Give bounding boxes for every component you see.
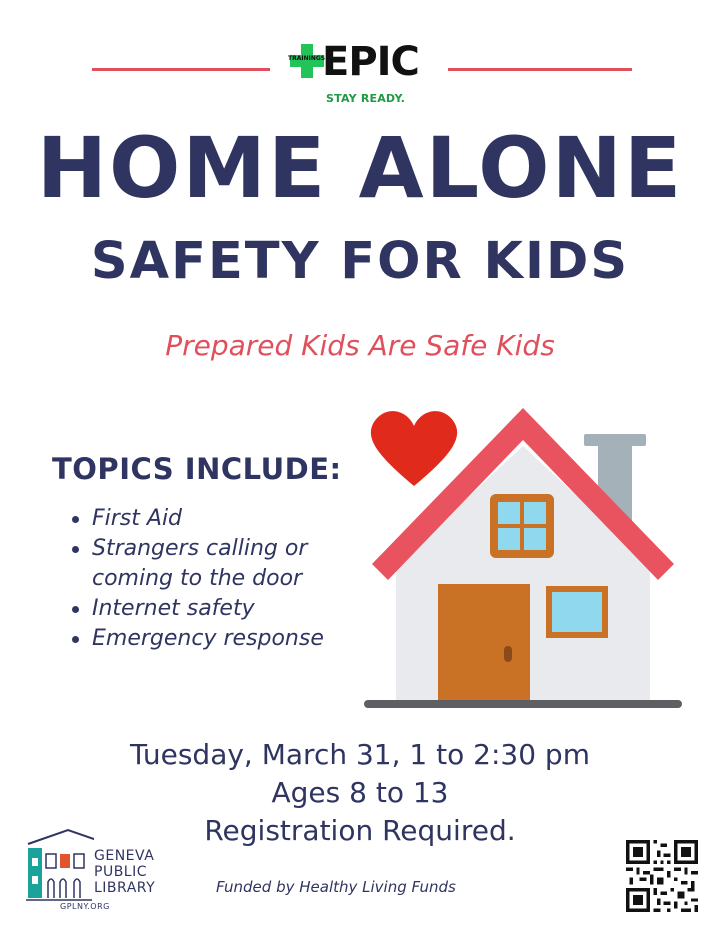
- event-date-time: Tuesday, March 31, 1 to 2:30 pm: [130, 738, 590, 771]
- tagline: Prepared Kids Are Safe Kids: [165, 329, 555, 362]
- library-building-icon: [24, 826, 94, 902]
- logo-word: EPIC: [322, 39, 419, 85]
- epic-trainings-logo: [288, 40, 428, 110]
- topic-item: First Aid: [70, 504, 350, 534]
- topics-list: [70, 504, 350, 654]
- page-subtitle: SAFETY FOR KIDS: [90, 232, 630, 291]
- topic-item: Emergency response: [70, 624, 350, 654]
- header-rule-right: [448, 68, 632, 71]
- page-title: HOME ALONE: [36, 119, 684, 217]
- logo-prefix: TRAININGS: [288, 55, 326, 62]
- library-url: GPLNY.ORG: [60, 902, 110, 911]
- heart-icon: [371, 411, 457, 486]
- library-name-line-3: LIBRARY: [94, 880, 156, 896]
- geneva-public-library-logo: [24, 826, 164, 914]
- library-name-line-2: PUBLIC: [94, 864, 147, 880]
- chimney-cap: [584, 434, 646, 446]
- topic-item: Internet safety: [70, 594, 350, 624]
- door: [438, 584, 530, 702]
- library-name-line-1: GENEVA: [94, 848, 155, 864]
- ground-line: [364, 700, 682, 708]
- qr-code-icon[interactable]: [626, 840, 698, 912]
- topic-item: Strangers calling or coming to the door: [70, 534, 350, 594]
- topics-heading: TOPICS INCLUDE:: [52, 452, 342, 486]
- header-rule-left: [92, 68, 270, 71]
- event-registration: Registration Required.: [204, 814, 516, 847]
- logo-tagline: STAY READY.: [326, 92, 406, 105]
- funding-note: Funded by Healthy Living Funds: [216, 878, 456, 896]
- event-ages: Ages 8 to 13: [271, 776, 449, 809]
- library-name: [94, 848, 155, 896]
- house-with-heart-icon: [358, 394, 698, 714]
